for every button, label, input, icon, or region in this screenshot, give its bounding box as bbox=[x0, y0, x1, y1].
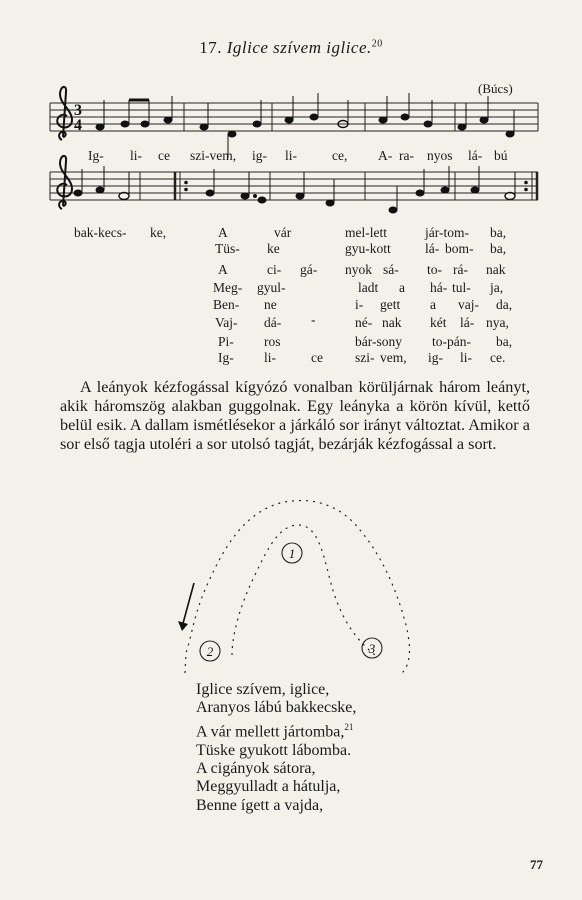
inner-dancer-line bbox=[232, 525, 375, 655]
syllable: nak bbox=[486, 262, 506, 277]
syllable: ja, bbox=[490, 280, 504, 295]
song-number: 17. bbox=[199, 38, 222, 57]
syllable: Ben- bbox=[213, 297, 240, 312]
poem-text bbox=[196, 681, 356, 815]
svg-text:4: 4 bbox=[74, 117, 82, 134]
syllable: bom- bbox=[445, 241, 474, 256]
footnote-ref-20: 20 bbox=[371, 38, 383, 50]
syllable: ce, bbox=[332, 148, 348, 163]
syllable: ce bbox=[158, 148, 170, 163]
description-paragraph: A leányok kézfogással kígyózó vonalban körüljárnak három leányt, akik háromszög alakban guggolnak. Egy leányka a körön kívül, kettő belül esik. A dallam ismétlésekor a járkáló sor irányt változtat. Amikor a sor első tagja utoléri a sor utolsó tagját, bezárják kézfogással a sort. bbox=[60, 378, 530, 453]
poem-line-text: A vár mellett jártomba, bbox=[196, 723, 345, 741]
syllable: to- bbox=[427, 262, 442, 277]
syllable: ba, bbox=[490, 241, 507, 256]
syllable: gyu-kott bbox=[345, 241, 391, 256]
syllable: lá- bbox=[460, 315, 475, 330]
syllable: nak bbox=[382, 315, 402, 330]
page-number: 77 bbox=[530, 857, 543, 872]
syllable: Vaj- bbox=[215, 315, 238, 330]
syllable: li- bbox=[285, 148, 297, 163]
syllable: a bbox=[430, 297, 436, 312]
footnote-ref-21: 21 bbox=[344, 721, 354, 732]
syllable: ci- bbox=[267, 262, 282, 277]
syllable: ba, bbox=[490, 225, 507, 240]
syllable: dá- bbox=[264, 315, 282, 330]
syllable: li- bbox=[460, 350, 472, 365]
svg-text:3: 3 bbox=[74, 102, 82, 119]
position-label: 2 bbox=[206, 644, 214, 659]
syllable: Tüs- bbox=[215, 241, 240, 256]
treble-clef-1 bbox=[57, 87, 72, 140]
syllable: ra- bbox=[399, 148, 414, 163]
syllable: há- bbox=[430, 280, 448, 295]
syllable: szi- bbox=[355, 350, 375, 365]
syllable: ce. bbox=[490, 350, 506, 365]
syllable: ig- bbox=[428, 350, 443, 365]
syllable: Ig- bbox=[218, 350, 234, 365]
syllable: ba, bbox=[496, 334, 513, 349]
syllable: Ig- bbox=[88, 148, 104, 163]
syllable: A bbox=[218, 225, 228, 240]
time-signature bbox=[74, 102, 82, 134]
syllable: tul- bbox=[452, 280, 471, 295]
syllable: bú bbox=[494, 148, 508, 163]
syllable: ig- bbox=[252, 148, 267, 163]
syllable: rá- bbox=[453, 262, 468, 277]
syllable: - bbox=[311, 312, 316, 327]
syllable: két bbox=[430, 315, 447, 330]
formation-diagram bbox=[170, 485, 430, 685]
syllable: mel-lett bbox=[345, 225, 387, 240]
treble-clef-2 bbox=[57, 156, 72, 209]
syllable: vem, bbox=[380, 350, 407, 365]
syllable: Meg- bbox=[213, 280, 243, 295]
syllable: nya, bbox=[486, 315, 509, 330]
syllable: nyos bbox=[427, 148, 453, 163]
syllable: A bbox=[218, 262, 228, 277]
syllable: bak-kecs- bbox=[74, 225, 127, 240]
syllable: Pi- bbox=[218, 334, 234, 349]
syllable: né- bbox=[355, 315, 373, 330]
staff-2 bbox=[50, 172, 538, 200]
music-notation bbox=[0, 0, 582, 240]
position-label: 1 bbox=[288, 546, 296, 561]
syllable: vaj- bbox=[458, 297, 479, 312]
syllable: li- bbox=[130, 148, 142, 163]
syllable: bár-sony bbox=[355, 334, 402, 349]
syllable: gett bbox=[380, 297, 401, 312]
poem-line: Iglice szívem, iglice, bbox=[196, 681, 330, 698]
tempo-marking: (Búcs) bbox=[478, 81, 513, 96]
syllable: lá- bbox=[425, 241, 440, 256]
syllable: ne bbox=[264, 297, 277, 312]
poem-line: Aranyos lábú bakkecske, bbox=[196, 699, 357, 717]
syllable: ros bbox=[264, 334, 281, 349]
syllable: nyok bbox=[345, 262, 372, 277]
syllable: i- bbox=[355, 297, 364, 312]
poem-line: Benne ígett a vajda, bbox=[196, 796, 324, 814]
syllable: ke bbox=[267, 241, 280, 256]
poem-line: A cigányok sátora, bbox=[196, 759, 316, 777]
syllable: sá- bbox=[383, 262, 399, 277]
syllable: A- bbox=[378, 148, 393, 163]
position-label: 3 bbox=[368, 641, 376, 656]
arrowhead-icon bbox=[178, 621, 188, 631]
syllable: a bbox=[399, 280, 405, 295]
syllable: ladt bbox=[358, 280, 379, 295]
syllable: gá- bbox=[300, 262, 318, 277]
syllable: lá- bbox=[468, 148, 483, 163]
song-title-text: Iglice szívem iglice. bbox=[226, 38, 372, 57]
syllable: vár bbox=[274, 225, 292, 240]
game-description bbox=[60, 378, 530, 454]
syllable: ke, bbox=[150, 225, 167, 240]
syllable: to-pán- bbox=[432, 334, 471, 349]
syllable: da, bbox=[496, 297, 513, 312]
syllable: szi-vem, bbox=[190, 148, 237, 163]
syllable: gyul- bbox=[257, 280, 286, 295]
syllable: li- bbox=[264, 350, 276, 365]
syllable: ce bbox=[311, 350, 323, 365]
poem-line: Meggyulladt a hátulja, bbox=[196, 778, 341, 796]
direction-arrow-icon bbox=[182, 583, 194, 627]
syllable: jár-tom- bbox=[425, 225, 469, 240]
poem-line bbox=[196, 718, 356, 742]
poem-line: Tüske gyukott lábomba. bbox=[196, 741, 352, 759]
